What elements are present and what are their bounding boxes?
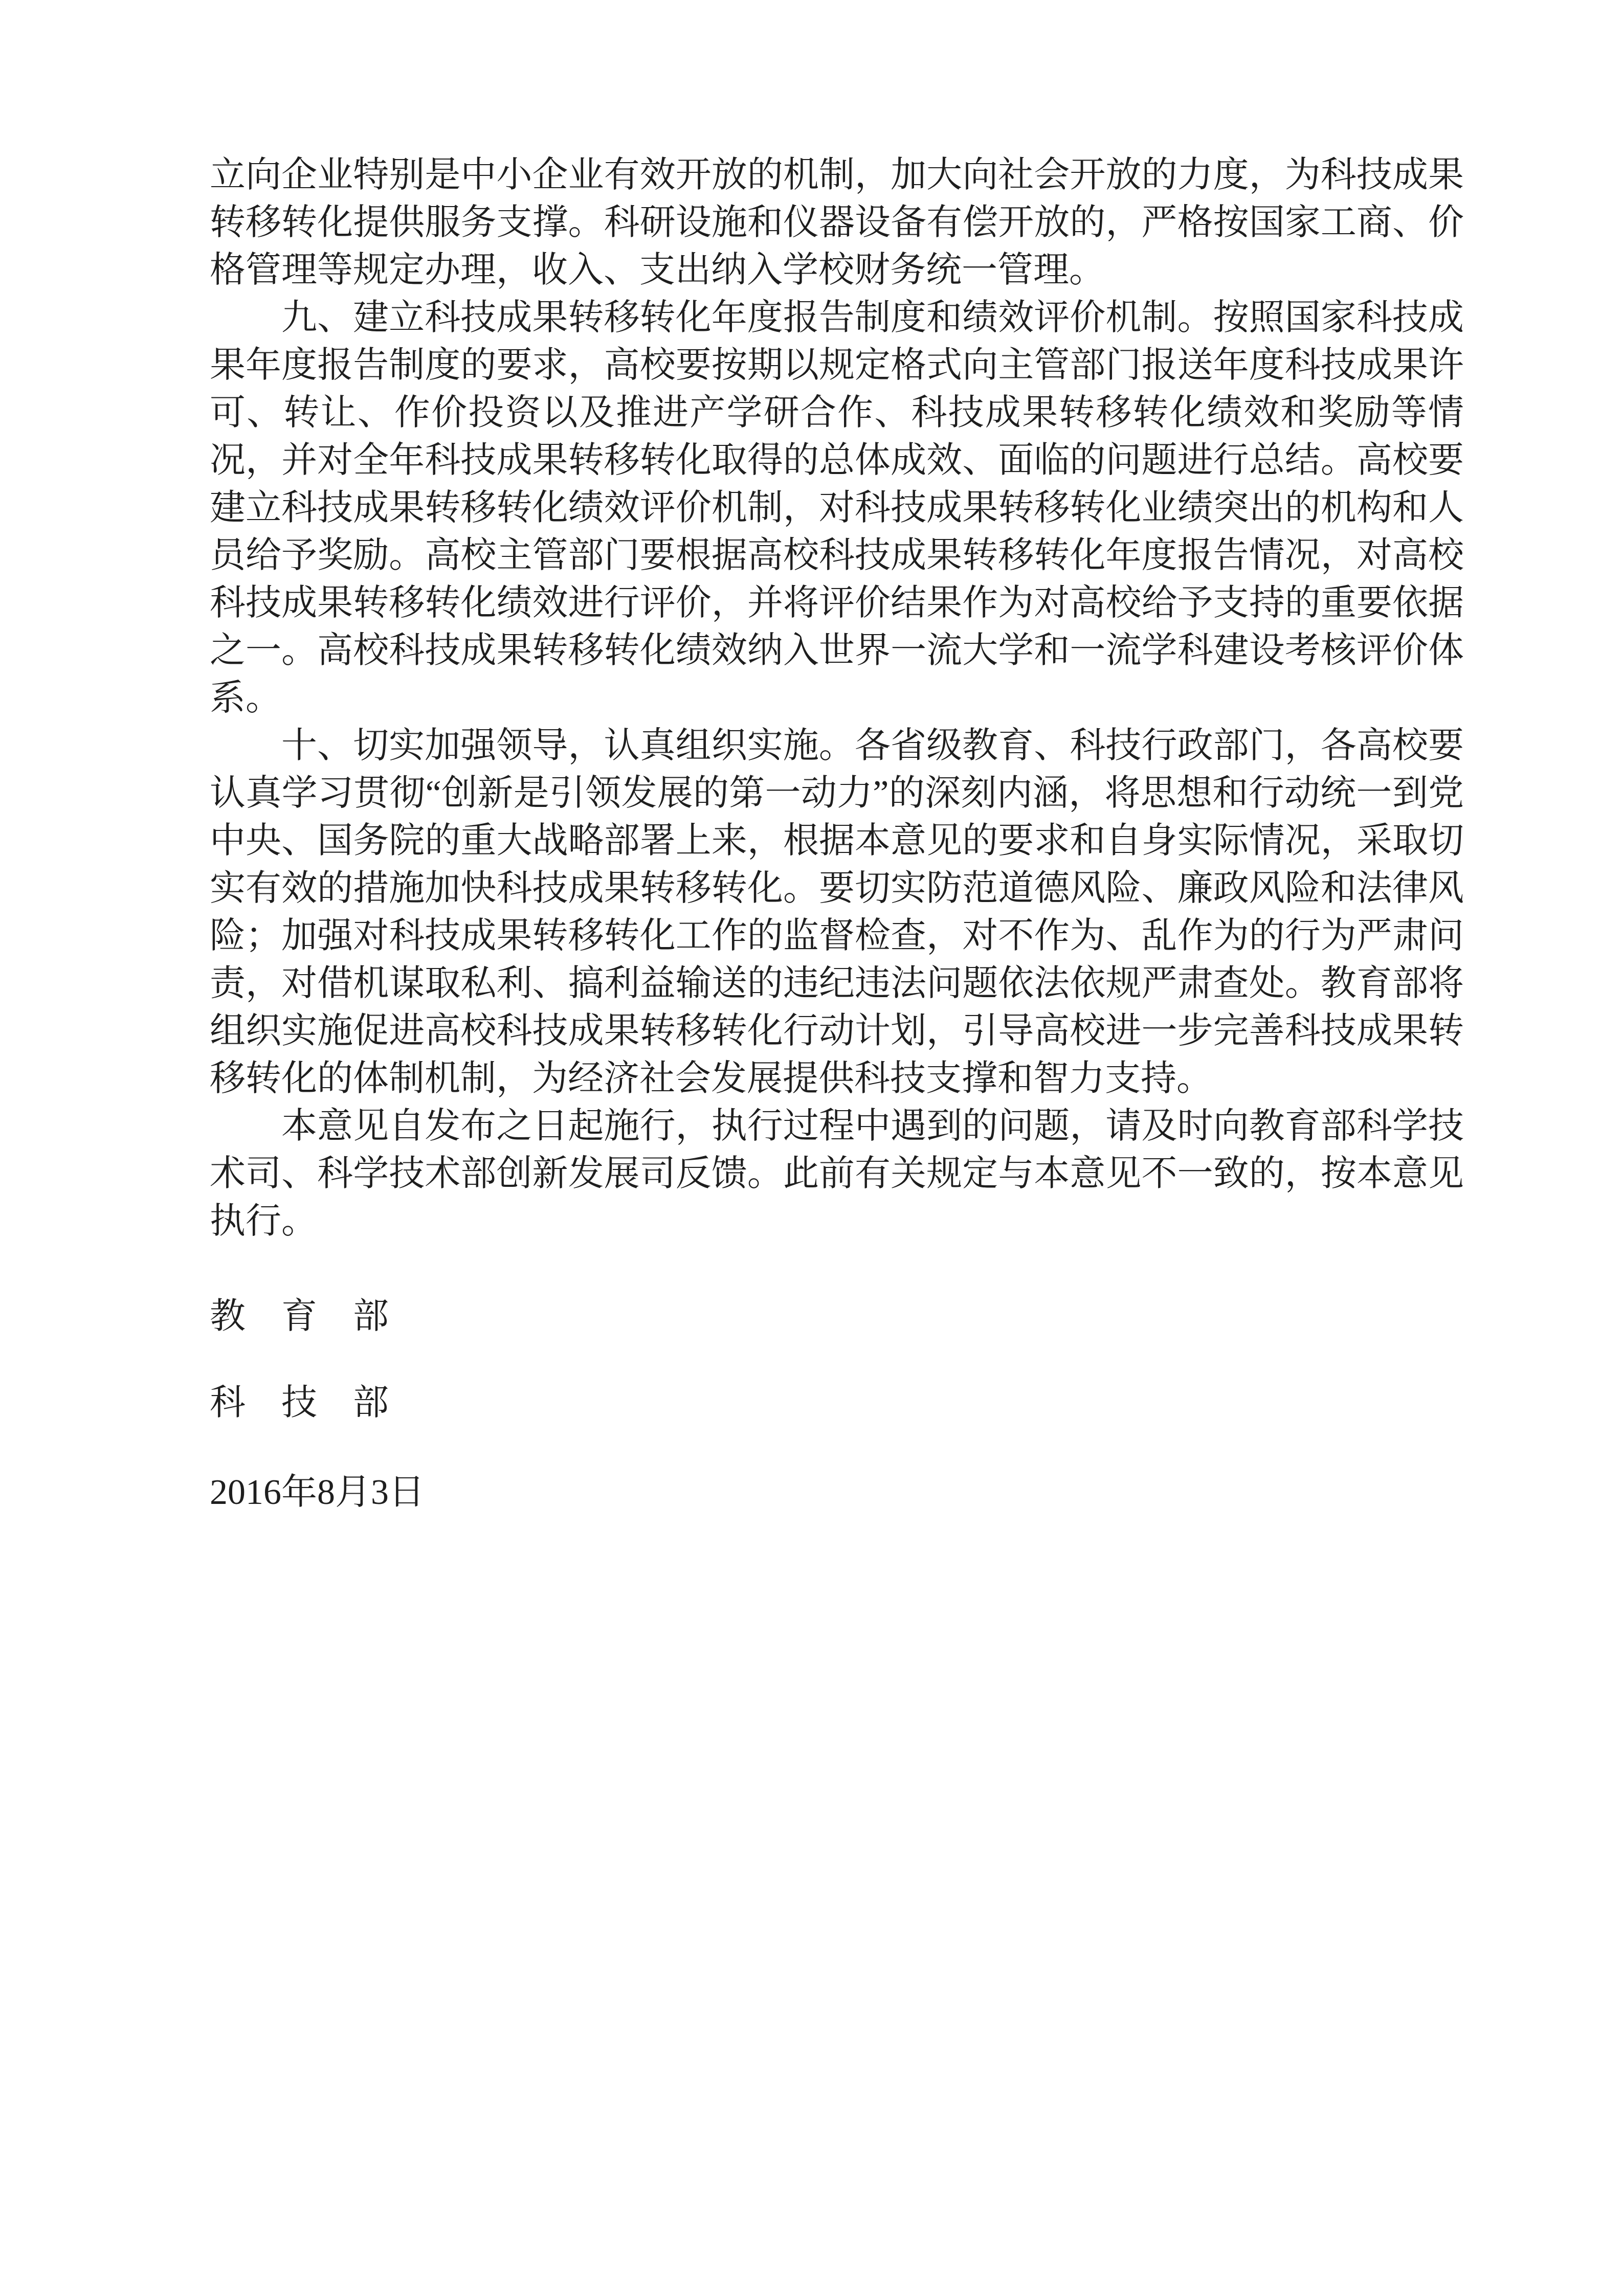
document-date: 2016年8月3日 bbox=[210, 1473, 425, 1512]
signature-ministry-of-education: 教 育 部 bbox=[210, 1297, 389, 1336]
signature-ministry-of-science-and-technology: 科 技 部 bbox=[210, 1383, 389, 1423]
paragraph-article-10: 十、切实加强领导，认真组织实施。各省级教育、科技行政部门，各高校要认真学习贯彻“创新是引领发展的第一动力”的深刻内涵，将思想和行动统一到党中央、国务院的重大战略部署上来，根据本意见的要求和自身实际情况，采取切实有效的措施加快科技成果转移转化。要切实防范道德风险、廉政风险和法律风险；加强对科技成果转移转化工作的监督检查，对不作为、乱作为的行为严肃问责，对借机谋取私利、搞利益输送的违纪违法问题依法依规严肃查处。教育部将组织实施促进高校科技成果转移转化行动计划，引导高校进一步完善科技成果转移转化的体制机制，为经济社会发展提供科技支撑和智力支持。 bbox=[210, 726, 1464, 1098]
paragraph-continuation: 立向企业特别是中小企业有效开放的机制，加大向社会开放的力度，为科技成果转移转化提供服务支撑。科研设施和仪器设备有偿开放的，严格按国家工商、价格管理等规定办理，收入、支出纳入学校财务统一管理。 bbox=[210, 155, 1464, 290]
document-page bbox=[210, 151, 1464, 1516]
paragraph-implementation: 本意见自发布之日起施行，执行过程中遇到的问题，请及时向教育部科学技术司、科学技术部创新发展司反馈。此前有关规定与本意见不一致的，按本意见执行。 bbox=[210, 1107, 1464, 1241]
paragraph-article-9: 九、建立科技成果转移转化年度报告制度和绩效评价机制。按照国家科技成果年度报告制度的要求，高校要按期以规定格式向主管部门报送年度科技成果许可、转让、作价投资以及推进产学研合作、科技成果转移转化绩效和奖励等情况，并对全年科技成果转移转化取得的总体成效、面临的问题进行总结。高校要建立科技成果转移转化绩效评价机制，对科技成果转移转化业绩突出的机构和人员给予奖励。高校主管部门要根据高校科技成果转移转化年度报告情况，对高校科技成果转移转化绩效进行评价，并将评价结果作为对高校给予支持的重要依据之一。高校科技成果转移转化绩效纳入世界一流大学和一流学科建设考核评价体系。 bbox=[210, 298, 1464, 718]
